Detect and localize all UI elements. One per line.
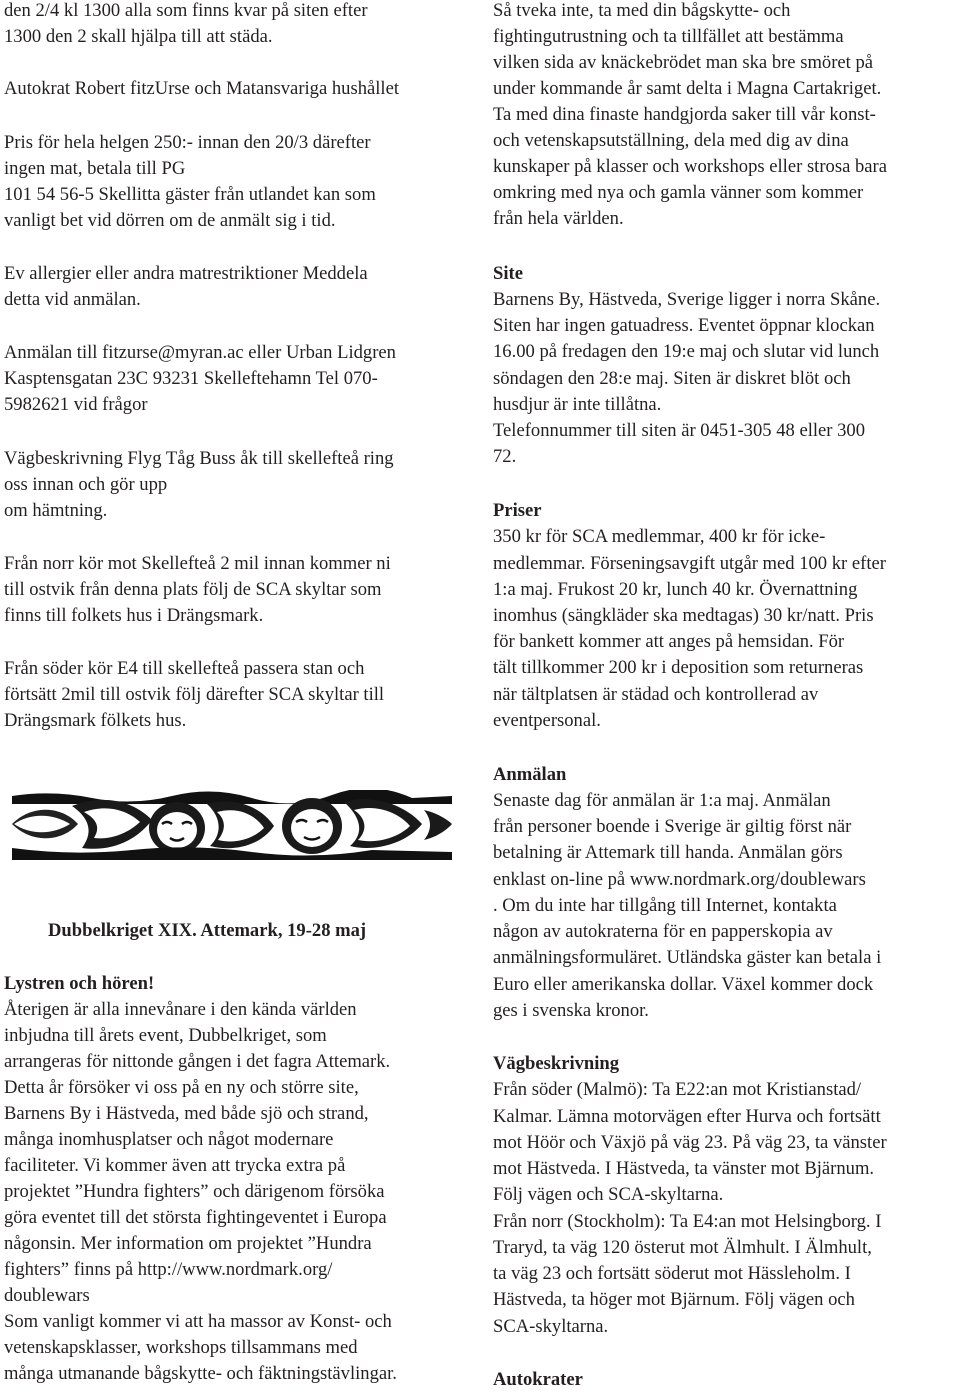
text-line: detta vid anmälan. (4, 289, 141, 310)
text-line: oss innan och gör upp (4, 474, 168, 495)
text-line: och vetenskapsutställning, dela med dig av dina (493, 130, 849, 151)
text-line: mot Hästveda. I Hästveda, ta vänster mot Bjärnum. (493, 1158, 875, 1179)
text-line: SCA-skyltarna. (493, 1316, 609, 1337)
text-line: doublewars (4, 1285, 90, 1306)
text-line: 5982621 vid frågor (4, 394, 148, 415)
text-line: Senaste dag för anmälan är 1:a maj. Anmälan (493, 790, 831, 811)
text-line: om hämtning. (4, 500, 108, 521)
text-line: vetenskapsklasser, workshops tillsammans med (4, 1337, 358, 1358)
text-line: ta väg 23 och fortsätt söderut mot Hässleholm. I (493, 1263, 851, 1284)
prices-heading: Priser (493, 500, 542, 521)
text-line: husdjur är inte tillåtna. (493, 394, 662, 415)
text-line: kunskaper på klasser och workshops eller strosa bara (493, 156, 887, 177)
text-line: någonsin. Mer information om projektet ”Hundra (4, 1233, 372, 1254)
text-line: 16.00 på fredagen den 19:e maj och slutar vid lunch (493, 341, 880, 362)
text-line: Återigen är alla innevånare i den kända världen (4, 999, 357, 1020)
text-line: Kasptensgatan 23C 93231 Skelleftehamn Tel 070- (4, 368, 378, 389)
text-line: Från norr (Stockholm): Ta E4:an mot Helsingborg. I (493, 1211, 882, 1232)
registration-heading: Anmälan (493, 764, 567, 785)
text-line: från hela världen. (493, 208, 624, 229)
text-line: Som vanligt kommer vi att ha massor av Konst- och (4, 1311, 392, 1332)
text-line: omkring med nya och gamla vänner som kommer (493, 182, 864, 203)
text-line: från personer boende i Sverige är giltig först när (493, 816, 852, 837)
text-line: 101 54 56-5 Skellitta gäster från utlandet kan som (4, 184, 376, 205)
text-line: Anmälan till fitzurse@myran.ac eller Urban Lidgren (4, 342, 396, 363)
hosts-line: Autokrat Robert fitzUrse och Matansvariga hushållet (4, 78, 399, 99)
text-line: Barnens By, Hästveda, Sverige ligger i norra Skåne. (493, 289, 881, 310)
text-line: 72. (493, 446, 517, 467)
text-line: söndagen den 28:e maj. Siten är diskret blöt och (493, 368, 851, 389)
text-line: förtsätt 2mil till ostvik följ därefter SCA skyltar till (4, 684, 385, 705)
text-line: eventpersonal. (493, 710, 601, 731)
event-title: Dubbelkriget XIX. Attemark, 19-28 maj (48, 920, 367, 941)
text-line: under kommande år samt delta i Magna Cartakriget. (493, 78, 882, 99)
text-line: Drängsmark fölkets hus. (4, 710, 187, 731)
text-line: faciliteter. Vi kommer även att trycka extra på (4, 1155, 346, 1176)
text-line: ges i svenska kronor. (493, 1000, 649, 1021)
text-line: arrangeras för nittonde gången i det fagra Attemark. (4, 1051, 391, 1072)
text-line: fighters” finns på http://www.nordmark.org/ (4, 1259, 333, 1280)
text-line: Detta år försöker vi oss på en ny och större site, (4, 1077, 359, 1098)
text-line: den 2/4 kl 1300 alla som finns kvar på siten efter (4, 0, 368, 21)
text-line: 1:a maj. Frukost 20 kr, lunch 40 kr. Övernattning (493, 579, 858, 600)
text-line: 350 kr för SCA medlemmar, 400 kr för icke- (493, 526, 826, 547)
text-line: någon av autokraterna för en papperskopia av (493, 921, 833, 942)
text-line: Pris för hela helgen 250:- innan den 20/3 därefter (4, 132, 371, 153)
text-line: Siten har ingen gatuadress. Eventet öppnar klockan (493, 315, 875, 336)
text-line: vanligt bet vid dörren om de anmält sig i tid. (4, 210, 336, 231)
text-line: inbjudna till årets event, Dubbelkriget, som (4, 1025, 327, 1046)
text-line: Traryd, ta väg 120 österut mot Älmhult. I Älmhult, (493, 1237, 872, 1258)
text-line: Barnens By i Hästveda, med både sjö och strand, (4, 1103, 369, 1124)
text-line: Telefonnummer till siten är 0451-305 48 eller 300 (493, 420, 866, 441)
text-line: . Om du inte har tillgång till Internet, kontakta (493, 895, 837, 916)
text-line: finns till folkets hus i Drängsmark. (4, 605, 264, 626)
text-line: Från söder kör E4 till skellefteå passera stan och (4, 658, 365, 679)
text-line: Från norr kör mot Skellefteå 2 mil innan kommer ni (4, 553, 391, 574)
text-line: fightingutrustning och ta tillfället att bestämma (493, 26, 844, 47)
autocrats-heading: Autokrater (493, 1369, 583, 1390)
text-line: Följ vägen och SCA-skyltarna. (493, 1184, 724, 1205)
text-line: Euro eller amerikanska dollar. Växel kommer dock (493, 974, 874, 995)
cherub-banner-image (12, 790, 452, 860)
text-line: 1300 den 2 skall hjälpa till att städa. (4, 26, 273, 47)
text-line: när tältplatsen är städad och kontrollerad av (493, 684, 819, 705)
text-line: Ev allergier eller andra matrestriktioner Meddela (4, 263, 368, 284)
text-line: många inomhusplatser och något modernare (4, 1129, 334, 1150)
text-line: Från söder (Malmö): Ta E22:an mot Kristianstad/ (493, 1079, 862, 1100)
text-line: till ostvik från denna plats följ de SCA skyltar som (4, 579, 382, 600)
text-line: projektet ”Hundra fighters” och därigenom försöka (4, 1181, 385, 1202)
text-line: mot Höör och Växjö på väg 23. På väg 23, ta vänster (493, 1132, 887, 1153)
text-line: Ta med dina finaste handgjorda saker till vår konst- (493, 104, 876, 125)
directions-heading: Vägbeskrivning (493, 1053, 620, 1074)
text-line: betalning är Attemark till handa. Anmälan görs (493, 842, 843, 863)
text-line: Så tveka inte, ta med din bågskytte- och (493, 0, 791, 21)
text-line: Kalmar. Lämna motorvägen efter Hurva och fortsätt (493, 1106, 881, 1127)
text-line: göra eventet till det största fightingeventet i Europa (4, 1207, 387, 1228)
text-line: inomhus (sängkläder ska medtagas) 30 kr/natt. Pris (493, 605, 874, 626)
greeting-heading: Lystren och hören! (4, 973, 155, 994)
site-heading: Site (493, 263, 523, 284)
text-line: medlemmar. Förseningsavgift utgår med 100 kr efter (493, 553, 886, 574)
text-line: tält tillkommer 200 kr i deposition som returneras (493, 657, 864, 678)
text-line: många utmanande bågskytte- och fäktningstävlingar. (4, 1363, 397, 1384)
text-line: för bankett kommer att anges på hemsidan. För (493, 631, 845, 652)
text-line: Vägbeskrivning Flyg Tåg Buss åk till skellefteå ring (4, 448, 394, 469)
text-line: vilken sida av knäckebrödet man ska bre smöret på (493, 52, 874, 73)
text-line: anmälningsformuläret. Utländska gäster kan betala i (493, 947, 882, 968)
text-line: Hästveda, ta höger mot Bjärnum. Följ vägen och (493, 1289, 855, 1310)
text-line: ingen mat, betala till PG (4, 158, 186, 179)
text-line: enklast on-line på www.nordmark.org/doublewars (493, 869, 866, 890)
